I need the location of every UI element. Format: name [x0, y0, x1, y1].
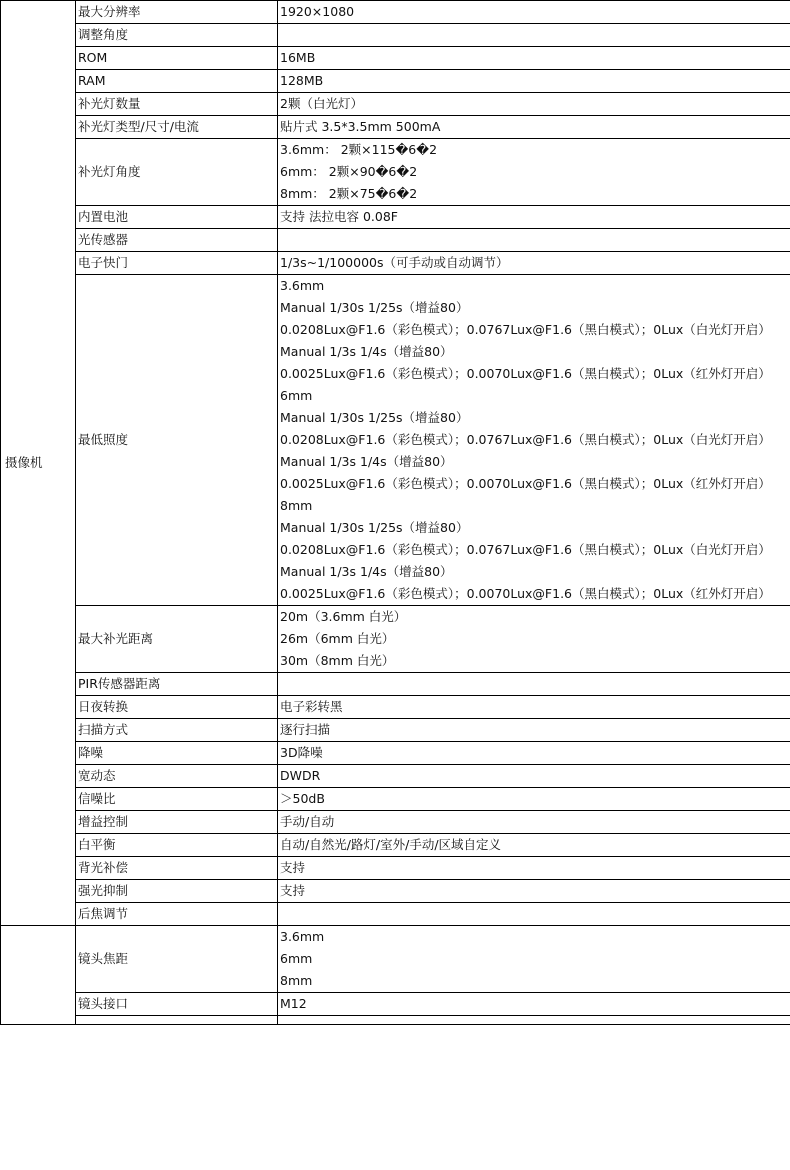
spec-value [278, 1, 790, 24]
spec-value [278, 788, 790, 811]
spec-value [278, 993, 790, 1016]
spec-value [278, 70, 790, 93]
spec-label: 最大分辨率 [76, 1, 278, 24]
spec-label: 强光抑制 [76, 880, 278, 903]
spec-row [1, 93, 790, 116]
spec-value [278, 47, 790, 70]
spec-value-line: 自动/自然光/路灯/室外/手动/区域自定义 [280, 837, 502, 852]
spec-label: 降噪 [76, 742, 278, 765]
spec-row [1, 206, 790, 229]
spec-value-line: ＞50dB [280, 791, 325, 806]
spec-row [1, 993, 790, 1016]
spec-label: 补光灯类型/尺寸/电流 [76, 116, 278, 139]
spec-value [278, 275, 790, 606]
spec-label: 镜头接口 [76, 993, 278, 1016]
spec-row [1, 1, 790, 24]
spec-value-line: 2颗（白光灯） [280, 96, 363, 111]
spec-value-line: Manual 1/30s 1/25s（增益80） [280, 410, 469, 425]
spec-label: 补光灯角度 [76, 139, 278, 206]
spec-label: 内置电池 [76, 206, 278, 229]
spec-value-line: 支持 [280, 883, 306, 898]
spec-row [1, 742, 790, 765]
spec-row [1, 673, 790, 696]
spec-value [278, 93, 790, 116]
spec-value-line: 0.0025Lux@F1.6（彩色模式）；0.0070Lux@F1.6（黑白模式）；0Lux（红外灯开启） [280, 586, 771, 601]
spec-value-line: 8mm： 2颗×75�6�2 [280, 186, 418, 201]
spec-row [1, 252, 790, 275]
spec-label: ROM [76, 47, 278, 70]
spec-value-line: 8mm [280, 498, 313, 513]
spec-row [1, 606, 790, 673]
spec-value-line: 8mm [280, 973, 313, 988]
spec-value-line: 1/3s~1/100000s（可手动或自动调节） [280, 255, 509, 270]
spec-value-line: 26m（6mm 白光） [280, 631, 395, 646]
spec-label: RAM [76, 70, 278, 93]
spec-value-line: 128MB [280, 73, 324, 88]
spec-label: 补光灯数量 [76, 93, 278, 116]
spec-value-line: Manual 1/3s 1/4s（增益80） [280, 344, 453, 359]
spec-row [1, 70, 790, 93]
spec-value-line: 0.0208Lux@F1.6（彩色模式）；0.0767Lux@F1.6（黑白模式）；0Lux（白光灯开启） [280, 542, 771, 557]
spec-value-line: Manual 1/30s 1/25s（增益80） [280, 520, 469, 535]
spec-value [278, 811, 790, 834]
spec-value-line: 3D降噪 [280, 745, 323, 760]
spec-row [1, 275, 790, 606]
cut-off-cell [278, 1016, 790, 1025]
spec-value [278, 696, 790, 719]
spec-value [278, 229, 790, 252]
spec-label: 白平衡 [76, 834, 278, 857]
spec-value-line: 0.0208Lux@F1.6（彩色模式）；0.0767Lux@F1.6（黑白模式）；0Lux（白光灯开启） [280, 432, 771, 447]
spec-value [278, 719, 790, 742]
spec-row [1, 857, 790, 880]
spec-value-line: 0.0025Lux@F1.6（彩色模式）；0.0070Lux@F1.6（黑白模式）；0Lux（红外灯开启） [280, 476, 771, 491]
spec-value-line: 手动/自动 [280, 814, 335, 829]
spec-value-line: M12 [280, 996, 307, 1011]
spec-value [278, 857, 790, 880]
spec-label: 最大补光距离 [76, 606, 278, 673]
spec-value-line [280, 24, 790, 46]
group-label: 摄像机 [1, 1, 76, 926]
spec-value-line: 支持 法拉电容 0.08F [280, 209, 398, 224]
spec-value-line: 3.6mm [280, 929, 325, 944]
spec-value [278, 834, 790, 857]
spec-row [1, 903, 790, 926]
spec-label: 扫描方式 [76, 719, 278, 742]
spec-value [278, 903, 790, 926]
spec-value-line: 6mm： 2颗×90�6�2 [280, 164, 418, 179]
spec-label: 背光补偿 [76, 857, 278, 880]
spec-row [1, 719, 790, 742]
spec-value-line: 0.0208Lux@F1.6（彩色模式）；0.0767Lux@F1.6（黑白模式）；0Lux（白光灯开启） [280, 322, 771, 337]
spec-label: PIR传感器距离 [76, 673, 278, 696]
spec-value-line: 3.6mm： 2颗×115�6�2 [280, 142, 438, 157]
spec-value [278, 206, 790, 229]
spec-value [278, 742, 790, 765]
spec-value-line: DWDR [280, 768, 321, 783]
spec-label: 后焦调节 [76, 903, 278, 926]
spec-value-line: 逐行扫描 [280, 722, 331, 737]
spec-label: 增益控制 [76, 811, 278, 834]
spec-label: 电子快门 [76, 252, 278, 275]
spec-value-line [280, 673, 790, 695]
spec-row [1, 880, 790, 903]
spec-value-line: 16MB [280, 50, 316, 65]
spec-row [1, 834, 790, 857]
spec-value-line: 30m（8mm 白光） [280, 653, 395, 668]
spec-value-line: Manual 1/3s 1/4s（增益80） [280, 564, 453, 579]
spec-value [278, 880, 790, 903]
spec-row [1, 47, 790, 70]
spec-value-line: Manual 1/3s 1/4s（增益80） [280, 454, 453, 469]
spec-value-line: 3.6mm [280, 278, 325, 293]
spec-value-line: 支持 [280, 860, 306, 875]
group-label [1, 926, 76, 1025]
spec-value-line: 20m（3.6mm 白光） [280, 609, 407, 624]
spec-label: 信噪比 [76, 788, 278, 811]
spec-value-line [280, 229, 790, 251]
spec-row [1, 765, 790, 788]
spec-row [1, 24, 790, 47]
spec-row [1, 788, 790, 811]
spec-value [278, 252, 790, 275]
spec-value-line: 贴片式 3.5*3.5mm 500mA [280, 119, 441, 134]
cut-off-cell [76, 1016, 278, 1025]
spec-value-line: 6mm [280, 388, 313, 403]
spec-value-line: 0.0025Lux@F1.6（彩色模式）；0.0070Lux@F1.6（黑白模式）；0Lux（红外灯开启） [280, 366, 771, 381]
spec-row [1, 811, 790, 834]
spec-row [1, 139, 790, 206]
spec-value-line [280, 903, 790, 925]
cut-off-row [1, 1016, 790, 1025]
spec-value [278, 116, 790, 139]
spec-value-line: 6mm [280, 951, 313, 966]
spec-value [278, 139, 790, 206]
spec-value [278, 606, 790, 673]
spec-row [1, 229, 790, 252]
spec-value [278, 673, 790, 696]
spec-table-body [1, 1, 790, 1025]
spec-label: 宽动态 [76, 765, 278, 788]
spec-label: 光传感器 [76, 229, 278, 252]
spec-label: 最低照度 [76, 275, 278, 606]
spec-row [1, 116, 790, 139]
spec-value [278, 765, 790, 788]
spec-value-line: 电子彩转黑 [280, 699, 343, 714]
spec-value [278, 926, 790, 993]
spec-label: 日夜转换 [76, 696, 278, 719]
spec-value-line: 1920×1080 [280, 4, 355, 19]
spec-row [1, 696, 790, 719]
spec-value-line: Manual 1/30s 1/25s（增益80） [280, 300, 469, 315]
spec-label: 镜头焦距 [76, 926, 278, 993]
spec-row [1, 926, 790, 993]
spec-value [278, 24, 790, 47]
spec-label: 调整角度 [76, 24, 278, 47]
